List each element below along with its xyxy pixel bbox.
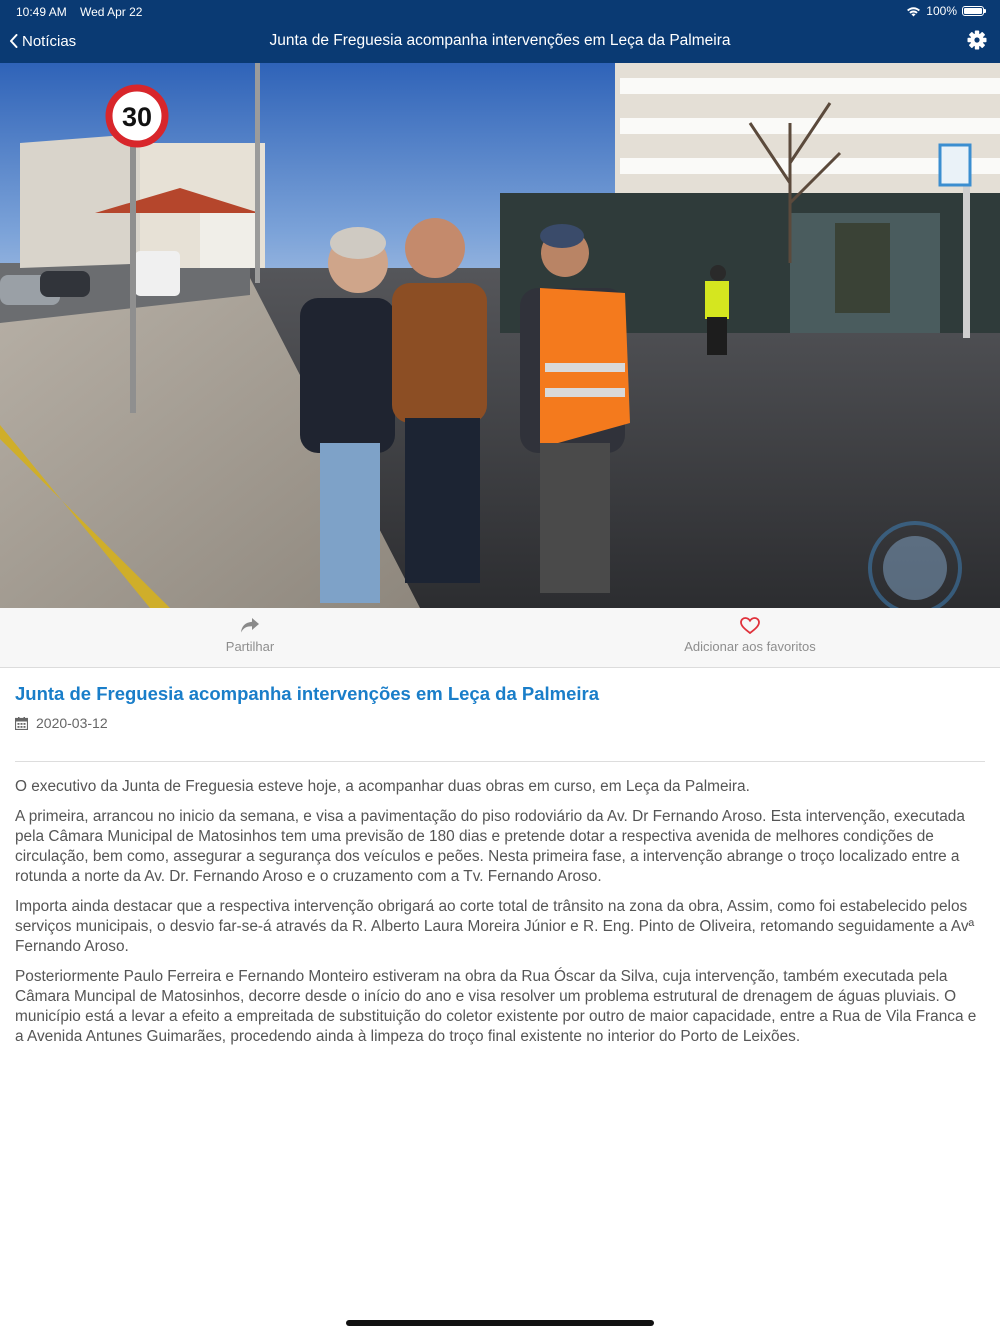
nav-title: Junta de Freguesia acompanha intervenções em Leça da Palmeira bbox=[269, 32, 731, 49]
navigation-bar bbox=[0, 0, 1000, 63]
share-button[interactable] bbox=[0, 608, 500, 667]
heart-outline-icon bbox=[740, 617, 760, 634]
add-to-favorites-label: Adicionar aos favoritos bbox=[684, 639, 816, 654]
status-indicators bbox=[906, 4, 984, 18]
article-body bbox=[15, 777, 985, 1057]
ad-panel bbox=[835, 223, 890, 313]
article-paragraph: A primeira, arrancou no inicio da semana, e visa a pavimentação do piso rodoviário da Av. Dr Fernando Aroso. Esta intervenção, executada pela Câmara Municipal de Matosinhos tem uma previsão de 180 dias e pretende dotar a respectiva avenida de melhores condições de circulação, bem como, assegurar a segurança dos veículos e peões. Nesta primeira fase, a intervenção abrange o troço localizado entre a rotunda a norte da Av. Dr. Fernando Aroso e o cruzamento com a Tv. Fernando Aroso. bbox=[15, 808, 965, 885]
home-indicator[interactable] bbox=[346, 1320, 654, 1326]
article-title: Junta de Freguesia acompanha intervenções em Leça da Palmeira bbox=[15, 683, 600, 704]
speed-limit-number: 30 bbox=[121, 102, 153, 132]
add-to-favorites-button[interactable] bbox=[500, 608, 1000, 667]
battery-percentage: 100% bbox=[926, 4, 957, 18]
gear-icon bbox=[966, 29, 988, 51]
lamp-post bbox=[255, 63, 260, 283]
battery-icon bbox=[962, 6, 984, 16]
calendar-icon bbox=[15, 717, 28, 730]
back-button[interactable] bbox=[9, 30, 76, 52]
action-bar bbox=[0, 608, 1000, 668]
share-label: Partilhar bbox=[225, 639, 275, 654]
wifi-icon bbox=[906, 6, 921, 17]
status-date: Wed Apr 22 bbox=[80, 5, 143, 19]
back-button-label: Notícias bbox=[22, 32, 77, 50]
bus-stop-sign bbox=[940, 145, 970, 185]
settings-button[interactable] bbox=[966, 29, 988, 51]
chevron-left-icon bbox=[9, 34, 18, 48]
article-date-value: 2020-03-12 bbox=[36, 715, 108, 731]
bus-stop-pole bbox=[963, 163, 970, 338]
article-paragraph: Importa ainda destacar que a respectiva intervenção obrigará ao corte total de trânsito na zona da obra, Assim, como foi estabelecido pelos serviços municipais, o desvio far-se-á através da R. Alberto Laura Moreira Júnior e R. Eng. Pinto de Oliveira, retomando seguidamente a Avª Fernando Aroso. bbox=[15, 898, 975, 955]
status-time: 10:49 AM bbox=[16, 5, 67, 19]
share-arrow-icon bbox=[240, 617, 260, 634]
article-paragraph: Posteriormente Paulo Ferreira e Fernando Monteiro estiveram na obra da Rua Óscar da Silva, cuja intervenção, também executada pela Câmara Muncipal de Matosinhos, decorre desde o início do ano e visa resolver um problema estrutural de drenagem de águas pluviais. O município está a levar a efeito a empreitada de substituição do coletor existente por outro de maior capacidade, entre a Rua de Vila Franca e a Avenida Antunes Guimarães, procedendo ainda à limpeza do troço final existente no interior do Porto de Leixões. bbox=[15, 968, 977, 1045]
article-date bbox=[15, 715, 108, 731]
divider bbox=[15, 761, 985, 762]
kiosk bbox=[200, 213, 260, 268]
article-hero-image bbox=[0, 63, 1000, 608]
article-paragraph: O executivo da Junta de Freguesia esteve hoje, a acompanhar duas obras em curso, em Leça da Palmeira. bbox=[15, 778, 750, 795]
